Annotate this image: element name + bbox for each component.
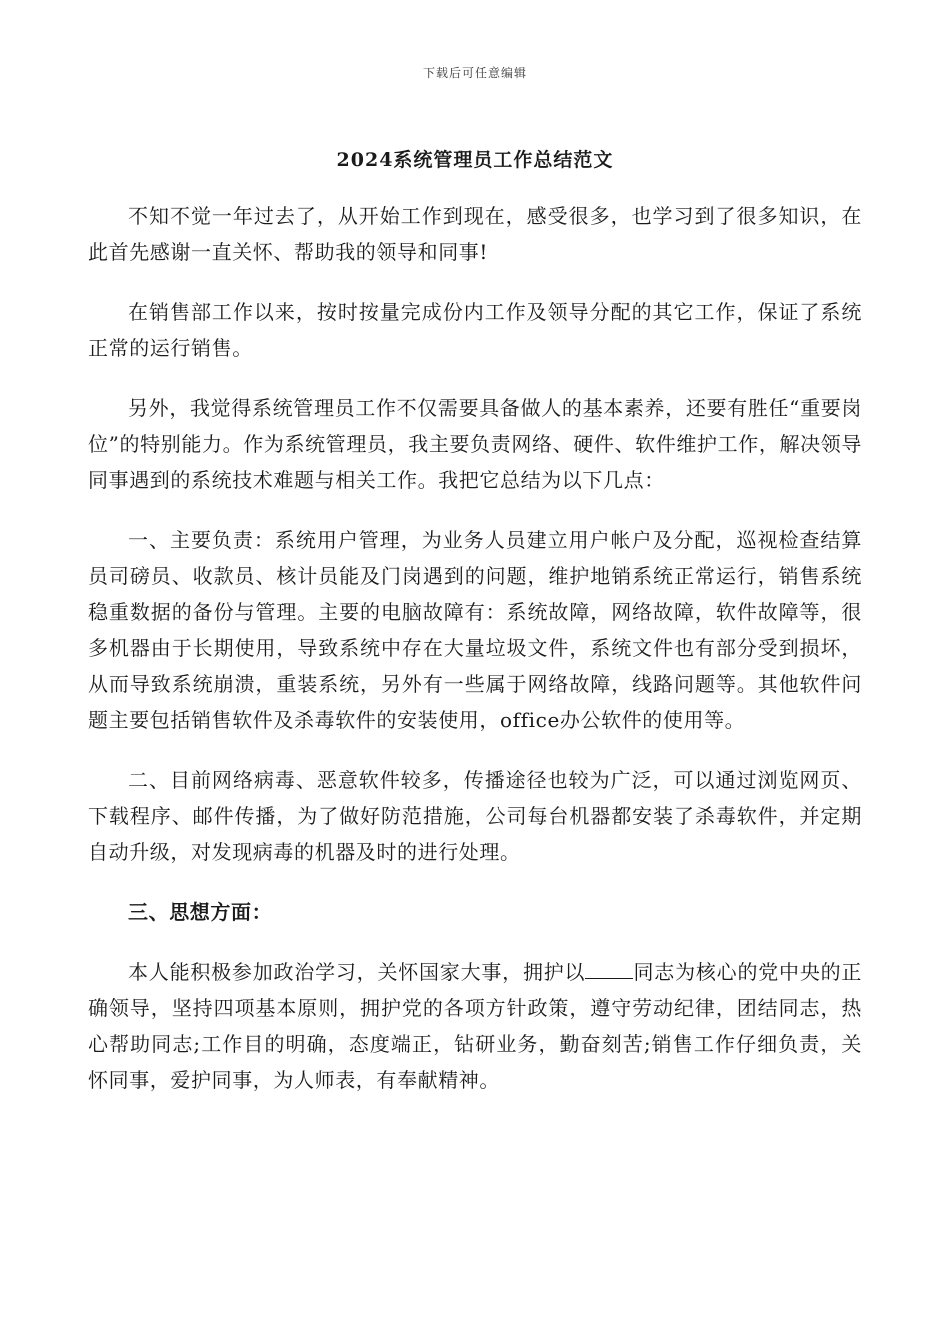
- header-note: 下载后可任意编辑: [422, 66, 527, 80]
- fill-in-blank: [585, 958, 633, 979]
- document-title: 2024系统管理员工作总结范文: [336, 149, 614, 171]
- paragraph-sales-dept: 在销售部工作以来，按时按量完成份内工作及领导分配的其它工作，保证了系统正常的运行销售。: [88, 300, 862, 360]
- paragraph-thoughts-start: 本人能积极参加政治学习，关怀国家大事，拥护以: [128, 960, 586, 984]
- paragraph-main-duties: 一、主要负责：系统用户管理，为业务人员建立用户帐户及分配，巡视检查结算员司磅员、收款员、核计员能及门岗遇到的问题，维护地销系统正常运行，销售系统稳重数据的备份与管理。主要的电脑故障有：系统故障，网络故障，软件故障等，很多机器由于长期使用，导致系统中存在大量垃圾文件，系统文件也有部分受到损坏，从而导致系统崩溃，重装系统，另外有一些属于网络故障，线路问题等。其他软件问题主要包括销售软件及杀毒软件的安装使用，office办公软件的使用等。: [88, 528, 862, 732]
- paragraph-virus-protection: 二、目前网络病毒、恶意软件较多，传播途径也较为广泛，可以通过浏览网页、下载程序、邮件传播，为了做好防范措施，公司每台机器都安装了杀毒软件，并定期自动升级，对发现病毒的机器及时的进行处理。: [88, 768, 862, 864]
- paragraph-intro: 不知不觉一年过去了，从开始工作到现在，感受很多，也学习到了很多知识，在此首先感谢一直关怀、帮助我的领导和同事!: [88, 204, 862, 264]
- paragraph-thoughts: [88, 954, 862, 1098]
- document-body: [88, 198, 862, 1122]
- paragraph-role: 另外，我觉得系统管理员工作不仅需要具备做人的基本素养，还要有胜任“重要岗位”的特别能力。作为系统管理员，我主要负责网络、硬件、软件维护工作，解决领导同事遇到的系统技术难题与相关工作。我把它总结为以下几点：: [88, 396, 862, 492]
- section-heading-thoughts: 三、思想方面：: [128, 900, 273, 924]
- paragraph-thoughts-end: 同志为核心的党中央的正确领导，坚持四项基本原则，拥护党的各项方针政策，遵守劳动纪律，团结同志，热心帮助同志;工作目的明确，态度端正，钻研业务，勤奋刻苦;销售工作仔细负责，关怀同事，爱护同事，为人师表，有奉献精神。: [88, 960, 862, 1092]
